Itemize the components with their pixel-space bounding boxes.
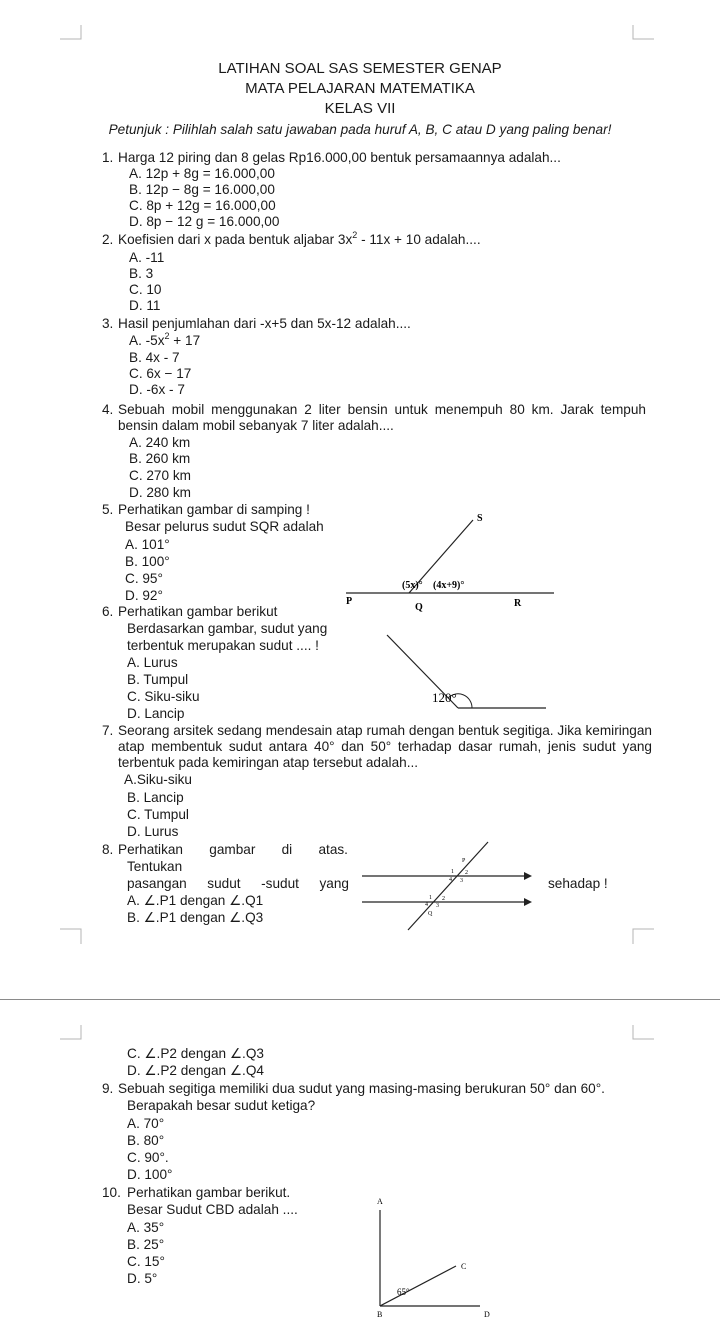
label-a: A	[377, 1197, 383, 1206]
crop-mark-top-left	[60, 25, 82, 41]
instructions: Petunjuk : Pilihlah salah satu jawaban pada huruf A, B, C atau D yang paling benar!	[108, 122, 612, 137]
answer-option: D. Lurus	[127, 824, 179, 839]
angle-num: 4	[449, 877, 452, 883]
answer-option: D. 5°	[127, 1271, 158, 1286]
question-text: Besar pelurus sudut SQR adalah	[125, 519, 324, 534]
figure-right-angle	[360, 1190, 510, 1317]
answer-option: B. Tumpul	[127, 672, 189, 687]
question-number: 9.	[102, 1081, 114, 1096]
label-s: S	[477, 513, 483, 524]
answer-option: A. $-5x^2 + 17$	[129, 331, 201, 348]
label-q: Q	[428, 911, 433, 917]
arrow-icon	[524, 872, 532, 880]
answer-option: D. Lancip	[127, 706, 185, 721]
angle-num: 2	[465, 870, 468, 876]
question-text: Hasil penjumlahan dari -x+5 dan 5x-12 adalah....	[118, 316, 411, 331]
answer-option: C. 6x − 17	[129, 366, 192, 381]
answer-option: D. 280 km	[129, 485, 191, 500]
transversal	[408, 842, 488, 930]
answer-option: B. 25°	[127, 1237, 165, 1252]
answer-option: B. 260 km	[129, 451, 191, 466]
answer-option: C. 90°.	[127, 1150, 169, 1165]
answer-option: B. 3	[129, 266, 154, 281]
answer-option: C. Siku-siku	[127, 689, 200, 704]
answer-option: A. ∠.P1 dengan ∠.Q1	[127, 893, 264, 908]
answer-option: D. 100°	[127, 1167, 173, 1182]
answer-option: B. ∠.P1 dengan ∠.Q3	[127, 910, 264, 925]
class-title: KELAS VII	[324, 100, 396, 117]
question-text: Tentukan	[127, 859, 183, 874]
figure-parallel-lines	[362, 840, 534, 935]
question-number: 1.	[102, 150, 114, 165]
crop-mark-top-right	[632, 25, 654, 41]
question-text: Koefisien dari x pada bentuk aljabar $3x^2 - 11x + 10$ adalah....	[118, 230, 481, 247]
angle-num: 3	[436, 903, 439, 909]
answer-option: C. 15°	[127, 1254, 165, 1269]
question-text: Harga 12 piring dan 8 gelas Rp16.000,00 bentuk persamaannya adalah...	[118, 150, 561, 165]
figure-obtuse-angle	[380, 632, 560, 712]
question-text: Sebuah segitiga memiliki dua sudut yang masing-masing berukuran 50° dan 60°.	[118, 1081, 605, 1096]
question-number: 7.	[102, 723, 114, 738]
angle-label-left: (5x)°	[402, 580, 423, 591]
question-text: Berapakah besar sudut ketiga?	[127, 1098, 316, 1113]
question-text: Sebuah mobil menggunakan 2 liter bensin untuk menempuh 80 km. Jarak tempuh bensin dalam mobil sebanyak 7 liter adalah....	[118, 402, 646, 433]
question-number: 4.	[102, 402, 114, 417]
question-text: sehadap !	[548, 876, 608, 891]
arrow-icon	[524, 898, 532, 906]
question-number: 6.	[102, 604, 114, 619]
answer-option: C. 8p + 12g = 16.000,00	[129, 198, 276, 213]
answer-option: D. 92°	[125, 588, 163, 603]
answer-option: C. 270 km	[129, 468, 191, 483]
answer-option: A. 240 km	[129, 435, 191, 450]
answer-option: A. 12p + 8g = 16.000,00	[129, 166, 275, 181]
angle-label-right: (4x+9)°	[433, 580, 465, 591]
answer-option: B. 80°	[127, 1133, 165, 1148]
label-p: P	[462, 858, 466, 864]
question-text: terbentuk merupakan sudut .... !	[127, 638, 319, 653]
crop-mark-top-left	[60, 1025, 82, 1041]
question-text: Perhatikan gambar di atas.	[118, 842, 348, 857]
answer-option: C. ∠.P2 dengan ∠.Q3	[127, 1046, 264, 1061]
question-text: Seorang arsitek sedang mendesain atap rumah dengan bentuk segitiga. Jika kemiringan atap membentuk sudut antara 40° dan 50° terhadap dasar rumah, jenis sudut yang terbentuk pada kemiringan atap tersebut adalah...	[118, 723, 652, 770]
answer-option: B. Lancip	[127, 790, 184, 805]
crop-mark-bottom-left	[60, 928, 82, 944]
angle-label: 120°	[432, 690, 457, 705]
angle-num: 2	[442, 896, 445, 902]
label-c: C	[461, 1262, 467, 1271]
answer-option: D. ∠.P2 dengan ∠.Q4	[127, 1063, 264, 1078]
question-text: Perhatikan gambar di samping !	[118, 502, 310, 517]
sheet-title: LATIHAN SOAL SAS SEMESTER GENAP	[218, 60, 502, 77]
ray-bc	[380, 1266, 456, 1306]
question-text: Perhatikan gambar berikut.	[127, 1185, 291, 1200]
question-number: 5.	[102, 502, 114, 517]
angle-num: 1	[429, 895, 432, 901]
question-text: Besar Sudut CBD adalah ....	[127, 1202, 298, 1217]
angle-num: 4	[425, 902, 428, 908]
label-q: Q	[415, 602, 423, 613]
question-number: 3.	[102, 316, 114, 331]
angle-num: 1	[451, 869, 454, 875]
question-text: Berdasarkan gambar, sudut yang	[127, 621, 328, 636]
answer-option: C. Tumpul	[127, 807, 189, 822]
label-d: D	[484, 1310, 490, 1317]
answer-option: D. 11	[129, 298, 161, 313]
crop-mark-top-right	[632, 1025, 654, 1041]
answer-option: C. 10	[129, 282, 162, 297]
question-number: 10.	[102, 1185, 121, 1200]
label-r: R	[514, 598, 522, 609]
answer-option: A. -11	[129, 250, 165, 265]
figure-supplementary-angles	[340, 500, 560, 618]
answer-option: A. 101°	[125, 537, 170, 552]
answer-option: A.Siku-siku	[124, 772, 192, 787]
answer-option: D. 8p − 12 g = 16.000,00	[129, 214, 280, 229]
answer-option: A. 70°	[127, 1116, 165, 1131]
subject-title: MATA PELAJARAN MATEMATIKA	[245, 80, 475, 97]
angle-label: 65°	[397, 1287, 410, 1297]
question-number: 2.	[102, 232, 114, 247]
question-text: pasangan sudut -sudut yang	[127, 876, 349, 891]
answer-option: C. 95°	[125, 571, 163, 586]
answer-option: B. 12p − 8g = 16.000,00	[129, 182, 275, 197]
answer-option: D. -6x - 7	[129, 382, 185, 397]
answer-option: B. 4x - 7	[129, 350, 180, 365]
question-text: Perhatikan gambar berikut	[118, 604, 278, 619]
answer-option: A. 35°	[127, 1220, 165, 1235]
label-p: P	[346, 596, 353, 607]
label-b: B	[377, 1310, 383, 1317]
crop-mark-bottom-right	[632, 928, 654, 944]
answer-option: A. Lurus	[127, 655, 178, 670]
question-number: 8.	[102, 842, 114, 857]
angle-num: 3	[460, 878, 463, 884]
answer-option: B. 100°	[125, 554, 170, 569]
